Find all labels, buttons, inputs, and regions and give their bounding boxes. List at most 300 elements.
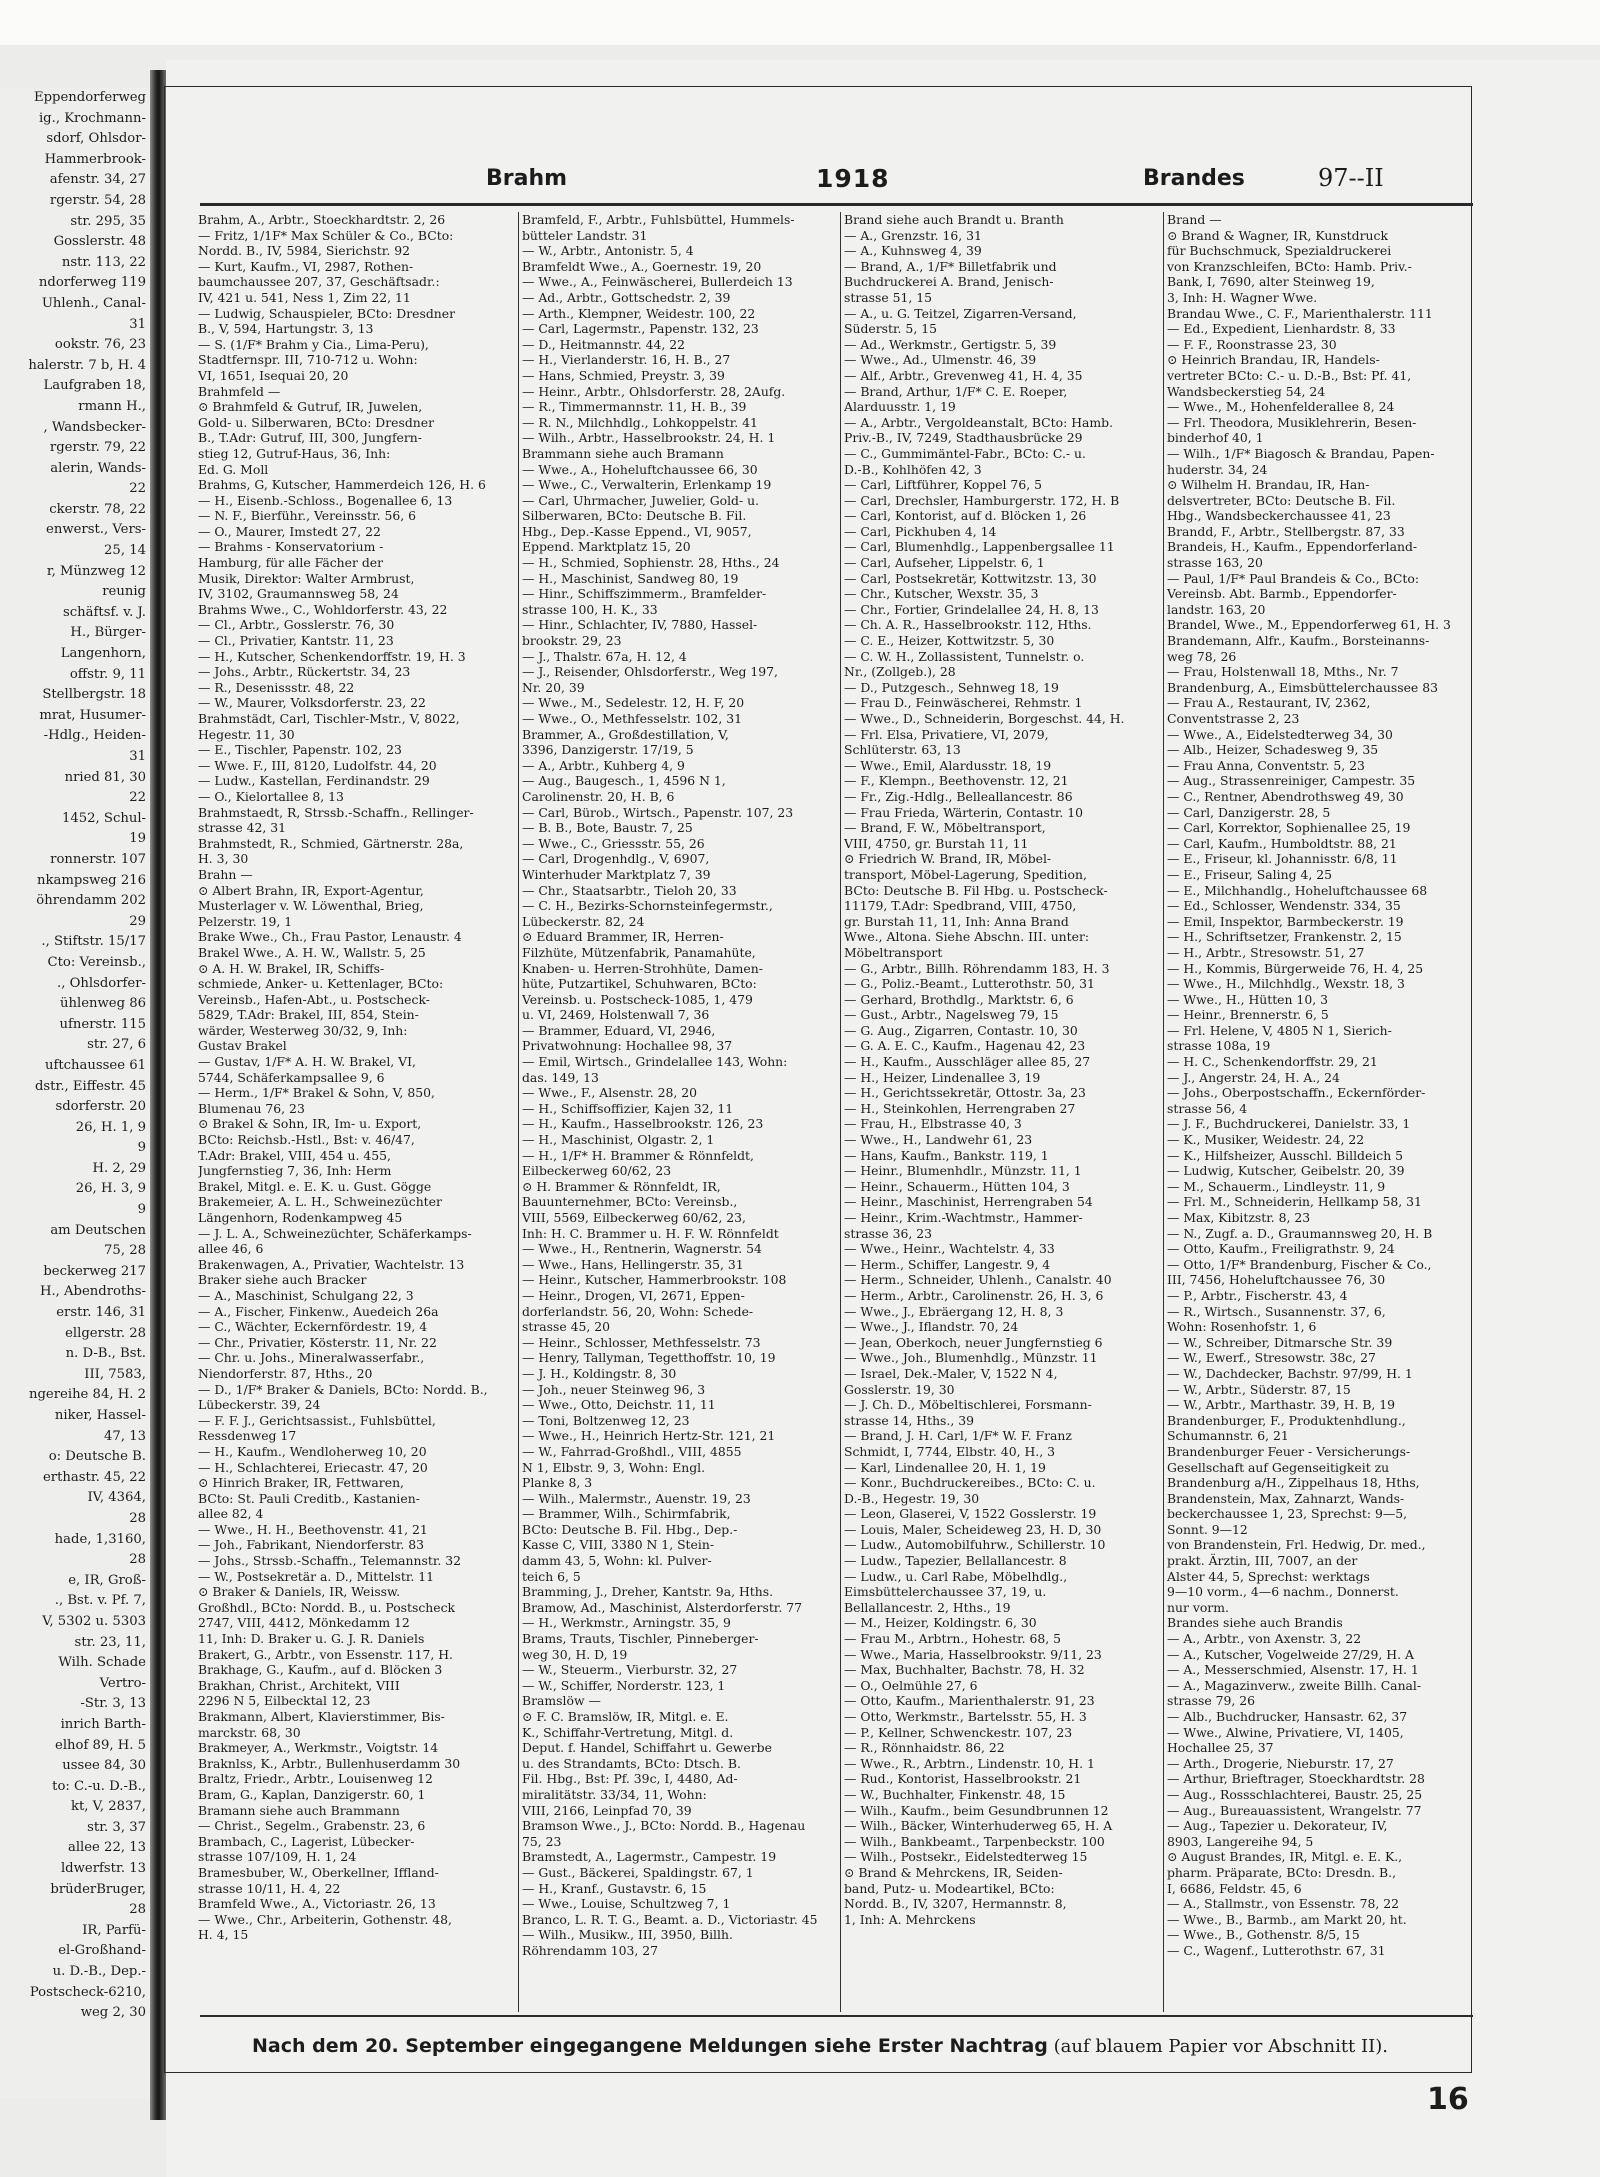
left-page-line: nried 81, 30 bbox=[64, 769, 146, 785]
directory-entry-line: — C. E., Heizer, Kottwitzstr. 5, 30 bbox=[844, 633, 1055, 649]
directory-entry-line: Carolinenstr. 20, H. B, 6 bbox=[522, 788, 675, 804]
left-page-line: sdorferstr. 20 bbox=[55, 1099, 146, 1115]
directory-entry-line: — J., Angerstr. 24, H. A., 24 bbox=[1167, 1069, 1340, 1085]
directory-entry-line: — H., Kaufm., Hasselbrookstr. 126, 23 bbox=[522, 1116, 764, 1132]
left-page-line: Vertro- bbox=[99, 1675, 146, 1691]
directory-entry-line: Lübeckerstr. 39, 24 bbox=[198, 1397, 321, 1413]
directory-entry-line: Musterlager v. W. Löwenthal, Brieg, bbox=[198, 898, 424, 914]
directory-entry-line: — W., Arbtr., Süderstr. 87, 15 bbox=[1167, 1381, 1351, 1397]
directory-entry-line: — W., Maurer, Volksdorferstr. 23, 22 bbox=[198, 695, 426, 711]
directory-entry-line: Brand — bbox=[1167, 212, 1222, 227]
directory-entry-line: — A., Magazinverw., zweite Billh. Canal- bbox=[1167, 1677, 1422, 1693]
directory-entry-line: strasse 100, H. K., 33 bbox=[522, 601, 658, 617]
directory-entry-line: strasse 45, 20 bbox=[522, 1319, 611, 1335]
directory-entry-line: — Hans, Schmied, Preystr. 3, 39 bbox=[522, 367, 725, 383]
directory-entry-line: ⊙ Heinrich Brandau, IR, Handels- bbox=[1167, 352, 1380, 368]
directory-entry-line: — O., Maurer, Imstedt 27, 22 bbox=[198, 523, 381, 539]
directory-entry-line: — Chr., Privatier, Kösterstr. 11, Nr. 22 bbox=[198, 1334, 437, 1350]
directory-entry-line: — Aug., Rossschlachterei, Baustr. 25, 25 bbox=[1167, 1786, 1423, 1802]
directory-entry-line: hüte, Putzartikel, Schuhwaren, BCto: bbox=[522, 976, 757, 992]
directory-entry-line: — H., Kaufm., Ausschläger allee 85, 27 bbox=[844, 1054, 1091, 1070]
directory-entry-line: — W., Dachdecker, Bachstr. 97/99, H. 1 bbox=[1167, 1365, 1413, 1381]
left-page-line: Langenhorn, bbox=[60, 646, 146, 662]
directory-entry-line: — Gerhard, Brothdlg., Marktstr. 6, 6 bbox=[844, 991, 1074, 1007]
left-page-line: 1452, Schul- bbox=[61, 810, 146, 826]
left-page-line: weg 2, 30 bbox=[80, 2005, 146, 2021]
directory-entry-line: Bramson Wwe., J., BCto: Nordd. B., Hagenau bbox=[522, 1818, 806, 1834]
directory-entry-line: — C., Wächter, Eckernfördestr. 19, 4 bbox=[198, 1319, 428, 1335]
directory-entry-line: — Heinr., Krim.-Wachtmstr., Hammer- bbox=[844, 1210, 1083, 1225]
directory-entry-line: — Wwe., H., Heinrich Hertz-Str. 121, 21 bbox=[522, 1428, 776, 1444]
directory-entry-line: — Carl, Bürob., Wirtsch., Papenstr. 107, 23 bbox=[522, 804, 794, 820]
directory-entry-line: — Wwe., B., Barmb., am Markt 20, ht. bbox=[1167, 1911, 1407, 1927]
directory-entry-line: — Brand, J. H. Carl, 1/F* W. F. Franz bbox=[844, 1428, 1072, 1444]
directory-entry-line: — D., 1/F* Braker & Daniels, BCto: Nordd. B., bbox=[198, 1381, 488, 1397]
directory-entry-line: ⊙ August Brandes, IR, Mitgl. e. E. K., bbox=[1167, 1849, 1403, 1865]
directory-entry-line: — C., Rentner, Abendrothsweg 49, 30 bbox=[1167, 788, 1404, 804]
left-page-line: o: Deutsche B. bbox=[48, 1449, 146, 1465]
directory-entry-line: Buchdruckerei A. Brand, Jenisch- bbox=[844, 274, 1054, 290]
left-page-line: ., Bst. v. Pf. 7, bbox=[54, 1593, 146, 1609]
directory-entry-line: strasse 108a, 19 bbox=[1167, 1038, 1271, 1054]
directory-entry-line: — Wwe., Heinr., Wachtelstr. 4, 33 bbox=[844, 1241, 1055, 1257]
directory-entry-line: — H., Maschinist, Olgastr. 2, 1 bbox=[522, 1132, 715, 1148]
directory-entry-line: — W., Schiffer, Norderstr. 123, 1 bbox=[522, 1677, 726, 1693]
directory-entry-line: Bram, G., Kaplan, Danzigerstr. 60, 1 bbox=[198, 1786, 426, 1802]
left-page-line: -Str. 3, 13 bbox=[80, 1696, 146, 1712]
directory-entry-line: — Frau D., Feinwäscherei, Rehmstr. 1 bbox=[844, 695, 1083, 711]
directory-entry-line: 2747, VIII, 4412, Mönkedamm 12 bbox=[198, 1615, 410, 1631]
left-page-line: H., Bürger- bbox=[70, 625, 146, 641]
directory-entry-line: — Louis, Maler, Scheideweg 23, H. D, 30 bbox=[844, 1521, 1102, 1537]
directory-entry-line: — Israel, Dek.-Maler, V, 1522 N 4, bbox=[844, 1365, 1058, 1381]
directory-entry-line: — Joh., neuer Steinweg 96, 3 bbox=[522, 1381, 706, 1397]
directory-entry-line: — A., Messerschmied, Alsenstr. 17, H. 1 bbox=[1167, 1662, 1419, 1678]
directory-entry-line: — R., Rönnhaidstr. 86, 22 bbox=[844, 1740, 1005, 1756]
directory-entry-line: Brammann siehe auch Bramann bbox=[522, 445, 724, 461]
directory-entry-line: — Wwe., F., Alsenstr. 28, 20 bbox=[522, 1085, 698, 1101]
directory-entry-line: — B. B., Bote, Baustr. 7, 25 bbox=[522, 820, 693, 836]
footer-normal-text: (auf blauem Papier vor Abschnitt II). bbox=[1053, 2036, 1388, 2057]
directory-entry-line: — Rud., Kontorist, Hasselbrookstr. 21 bbox=[844, 1771, 1082, 1787]
left-page-line: hade, 1,3160, bbox=[54, 1531, 146, 1547]
directory-entry-line: — R., Timmermannstr. 11, H. B., 39 bbox=[522, 399, 747, 415]
directory-entry-line: binderhof 40, 1 bbox=[1167, 430, 1264, 446]
directory-entry-line: Gesellschaft auf Gegenseitigkeit zu bbox=[1167, 1459, 1390, 1475]
directory-entry-line: — Aug., Strassenreiniger, Campestr. 35 bbox=[1167, 773, 1416, 789]
directory-entry-line: Niendorferstr. 87, Hths., 20 bbox=[198, 1365, 373, 1381]
directory-entry-line: — J. H., Koldingstr. 8, 30 bbox=[522, 1365, 677, 1381]
directory-entry-line: III, 7456, Hoheluftchaussee 76, 30 bbox=[1167, 1272, 1386, 1288]
directory-entry-line: Gosslerstr. 19, 30 bbox=[844, 1381, 955, 1397]
left-page-line: inrich Barth- bbox=[60, 1716, 146, 1732]
directory-entry-line: Filzhüte, Mützenfabrik, Panamahüte, bbox=[522, 944, 756, 960]
directory-entry-line: — Carl, Aufseher, Lippelstr. 6, 1 bbox=[844, 555, 1045, 571]
left-page-line: Uhlenh., Canal- bbox=[41, 295, 146, 311]
directory-entry-line: — Chr., Kutscher, Wexstr. 35, 3 bbox=[844, 586, 1039, 602]
directory-entry-line: — Wilh., Arbtr., Hasselbrookstr. 24, H. 1 bbox=[522, 430, 776, 446]
directory-entry-line: Möbeltransport bbox=[844, 944, 943, 960]
directory-entry-line: — Wwe., Chr., Arbeiterin, Gothenstr. 48, bbox=[198, 1911, 452, 1927]
directory-entry-line: — A., u. G. Teitzel, Zigarren-Versand, bbox=[844, 305, 1077, 321]
directory-entry-line: ⊙ H. Brammer & Rönnfeldt, IR, bbox=[522, 1178, 721, 1194]
directory-entry-line: — Frau, H., Elbstrasse 40, 3 bbox=[844, 1116, 1022, 1132]
directory-entry-line: — N. F., Bierführ., Vereinsstr. 56, 6 bbox=[198, 508, 416, 524]
directory-entry-line: — Ludwig, Kutscher, Geibelstr. 20, 39 bbox=[1167, 1163, 1405, 1179]
left-page-line: rgerstr. 79, 22 bbox=[49, 440, 146, 456]
directory-entry-line: Gold- u. Silberwaren, BCto: Dresdner bbox=[198, 414, 435, 430]
directory-entry-line: — P., Kellner, Schwenckestr. 107, 23 bbox=[844, 1724, 1073, 1740]
directory-entry-line: — G., Poliz.-Beamt., Lutterothstr. 50, 31 bbox=[844, 976, 1095, 992]
directory-entry-line: delsvertreter, BCto: Deutsche B. Fil. bbox=[1167, 492, 1396, 508]
left-page-line: 25, 14 bbox=[104, 543, 146, 559]
directory-entry-line: Ed. G. Moll bbox=[198, 461, 269, 477]
directory-entry-line: — R., Desenissstr. 48, 22 bbox=[198, 679, 355, 695]
directory-entry-line: 5744, Schäferkampsallee 9, 6 bbox=[198, 1069, 385, 1085]
directory-entry-line: — Carl, Drechsler, Hamburgerstr. 172, H. B bbox=[844, 492, 1120, 508]
directory-entry-line: — H., Gerichtssekretär, Ottostr. 3a, 23 bbox=[844, 1085, 1086, 1101]
directory-entry-line: Knaben- u. Herren-Strohhüte, Damen- bbox=[522, 960, 763, 976]
directory-entry-line: — Ed., Expedient, Lienhardstr. 8, 33 bbox=[1167, 321, 1396, 337]
left-page-line: nstr. 113, 22 bbox=[61, 254, 146, 270]
left-page-line: r, Münzweg 12 bbox=[46, 563, 146, 579]
directory-entry-line: Nr. 20, 39 bbox=[522, 679, 585, 695]
left-page-line: ühlenweg 86 bbox=[59, 996, 146, 1012]
directory-entry-line: Eimsbüttelerchaussee 37, 19, u. bbox=[844, 1584, 1047, 1600]
directory-entry-line: 5829, T.Adr: Brakel, III, 854, Stein- bbox=[198, 1007, 419, 1023]
directory-entry-line: — C., Gummimäntel-Fabr., BCto: C.- u. bbox=[844, 445, 1086, 461]
directory-entry-line: — Brammer, Eduard, VI, 2946, bbox=[522, 1022, 716, 1038]
directory-entry-line: — Otto, Kaufm., Freiligrathstr. 9, 24 bbox=[1167, 1241, 1395, 1257]
directory-entry-line: BCto: St. Pauli Creditb., Kastanien- bbox=[198, 1490, 420, 1506]
directory-entry-line: Alarduusstr. 1, 19 bbox=[844, 399, 956, 415]
directory-entry-line: BCto: Deutsche B. Fil Hbg. u. Postscheck- bbox=[844, 882, 1108, 898]
directory-entry-line: — O., Oelmühle 27, 6 bbox=[844, 1677, 978, 1693]
directory-entry-line: weg 78, 26 bbox=[1167, 648, 1237, 664]
directory-entry-line: bütteler Landstr. 31 bbox=[522, 227, 648, 243]
directory-entry-line: vertreter BCto: C.- u. D.-B., Bst: Pf. 41, bbox=[1167, 367, 1412, 383]
directory-entry-line: — W., Schreiber, Ditmarsche Str. 39 bbox=[1167, 1334, 1393, 1350]
left-page-line: -Hdlg., Heiden- bbox=[43, 728, 146, 744]
directory-entry-line: — Ludw., u. Carl Rabe, Möbelhdlg., bbox=[844, 1568, 1068, 1584]
directory-entry-line: Brand siehe auch Brandt u. Branth bbox=[844, 212, 1064, 227]
directory-entry-line: Vereinsb. Abt. Barmb., Eppendorfer- bbox=[1167, 586, 1397, 602]
directory-entry-line: — K., Musiker, Weidestr. 24, 22 bbox=[1167, 1132, 1365, 1148]
directory-entry-line: — N., Zugf. a. D., Graumannsweg 20, H. B bbox=[1167, 1225, 1433, 1241]
directory-entry-line: Brakhan, Christ., Architekt, VIII bbox=[198, 1677, 400, 1693]
directory-entry-line: — J. L. A., Schweinezüchter, Schäferkamps- bbox=[198, 1225, 472, 1241]
directory-entry-line: — Gustav, 1/F* A. H. W. Brakel, VI, bbox=[198, 1054, 416, 1070]
directory-entry-line: — Heinr., Kutscher, Hammerbrookstr. 108 bbox=[522, 1272, 787, 1288]
directory-entry-line: B., V, 594, Hartungstr. 3, 13 bbox=[198, 321, 374, 337]
directory-entry-line: — Konr., Buchdruckereibes., BCto: C. u. bbox=[844, 1475, 1096, 1491]
directory-entry-line: allee 46, 6 bbox=[198, 1241, 264, 1257]
directory-entry-line: — Heinr., Brennerstr. 6, 5 bbox=[1167, 1007, 1329, 1023]
directory-entry-line: — Carl, Danzigerstr. 28, 5 bbox=[1167, 804, 1331, 820]
directory-entry-line: ⊙ Albert Brahn, IR, Export-Agentur, bbox=[198, 882, 424, 898]
directory-entry-line: — Wwe., Emil, Alardusstr. 18, 19 bbox=[844, 757, 1052, 773]
directory-entry-line: Branco, L. R. T. G., Beamt. a. D., Victoriastr. 45 bbox=[522, 1911, 818, 1927]
header-right-word: Brandes bbox=[1143, 166, 1245, 191]
directory-entry-line: — Wwe., M., Sedelestr. 12, H. F, 20 bbox=[522, 695, 745, 711]
directory-entry-line: — Frl. M., Schneiderin, Hellkamp 58, 31 bbox=[1167, 1194, 1422, 1210]
directory-entry-line: Brake Wwe., Ch., Frau Pastor, Lenaustr. 4 bbox=[198, 929, 462, 945]
directory-entry-line: Süderstr. 5, 15 bbox=[844, 321, 937, 337]
directory-entry-line: H. 4, 15 bbox=[198, 1927, 249, 1943]
directory-entry-line: — Ludw., Tapezier, Bellallancestr. 8 bbox=[844, 1553, 1067, 1569]
directory-entry-line: Bramslöw — bbox=[522, 1693, 601, 1709]
directory-entry-line: Brahm, A., Arbtr., Stoeckhardtstr. 2, 26 bbox=[198, 212, 446, 227]
directory-entry-line: — P., Arbtr., Fischerstr. 43, 4 bbox=[1167, 1287, 1348, 1303]
directory-entry-line: — J., Reisender, Ohlsdorferstr., Weg 197, bbox=[522, 664, 778, 680]
directory-entry-line: — Jean, Oberkoch, neuer Jungfernstieg 6 bbox=[844, 1334, 1103, 1350]
directory-entry-line: — Carl, Blumenhdlg., Lappenbergsallee 11 bbox=[844, 539, 1115, 555]
directory-entry-line: Bramming, J., Dreher, Kantstr. 9a, Hths. bbox=[522, 1584, 774, 1600]
directory-entry-line: schmiede, Anker- u. Kettenlager, BCto: bbox=[198, 976, 444, 992]
directory-entry-line: 9—10 vorm., 4—6 nachm., Donnerst. bbox=[1167, 1584, 1399, 1600]
directory-entry-line: VIII, 2166, Leinpfad 70, 39 bbox=[522, 1802, 692, 1818]
directory-entry-line: Braker siehe auch Bracker bbox=[198, 1272, 367, 1288]
directory-entry-line: — H., Schriftsetzer, Frankenstr. 2, 15 bbox=[1167, 929, 1402, 945]
directory-entry-line: — Otto, Werkmstr., Bartelsstr. 55, H. 3 bbox=[844, 1709, 1087, 1724]
directory-entry-line: — Heinr., Blumenhdlr., Münzstr. 11, 1 bbox=[844, 1163, 1082, 1179]
left-page-line: ellgerstr. 28 bbox=[65, 1325, 146, 1341]
header-left-word: Brahm bbox=[486, 166, 568, 191]
directory-entry-line: 75, 23 bbox=[522, 1833, 562, 1849]
directory-entry-line: — Cl., Arbtr., Gosslerstr. 76, 30 bbox=[198, 617, 395, 633]
directory-entry-line: Brahmfeld — bbox=[198, 383, 281, 399]
left-page-line: 22 bbox=[129, 481, 146, 497]
directory-entry-line: — Wwe., Otto, Deichstr. 11, 11 bbox=[522, 1397, 716, 1413]
directory-entry-line: strasse 51, 15 bbox=[844, 289, 933, 305]
directory-entry-line: — A., Kutscher, Vogelweide 27/29, H. A bbox=[1167, 1646, 1414, 1662]
left-page-line: halerstr. 7 b, H. 4 bbox=[28, 357, 146, 373]
left-page-line: str. 23, 11, bbox=[74, 1634, 146, 1650]
directory-entry-line: — Alf., Arbtr., Grevenweg 41, H. 4, 35 bbox=[844, 367, 1083, 383]
directory-entry-line: — Wilh., Bäcker, Winterhuderweg 65, H. A bbox=[844, 1818, 1113, 1834]
directory-entry-line: Hbg., Wandsbeckerchaussee 41, 23 bbox=[1167, 508, 1391, 524]
directory-entry-line: — H., Heizer, Lindenallee 3, 19 bbox=[844, 1069, 1041, 1085]
directory-entry-line: — Karl, Lindenallee 20, H. 1, 19 bbox=[844, 1459, 1046, 1475]
left-page-line: ., Stiftstr. 15/17 bbox=[41, 934, 146, 950]
directory-entry-line: — Wilh., Kaufm., beim Gesundbrunnen 12 bbox=[844, 1802, 1109, 1818]
directory-entry-line: wärder, Westerweg 30/32, 9, Inh: bbox=[198, 1022, 408, 1038]
directory-entry-line: — D., Heitmannstr. 44, 22 bbox=[522, 336, 686, 352]
directory-entry-line: u. VI, 2469, Holstenwall 7, 36 bbox=[522, 1007, 710, 1023]
left-page-line: elhof 89, H. 5 bbox=[55, 1737, 146, 1753]
directory-entry-line: teich 6, 5 bbox=[522, 1568, 581, 1584]
directory-entry-line: Alster 44, 5, Sprechst: werktags bbox=[1167, 1568, 1370, 1584]
left-page-line: ussee 84, 30 bbox=[62, 1758, 146, 1774]
directory-entry-line: — W., Postsekretär a. D., Mittelstr. 11 bbox=[198, 1568, 435, 1584]
directory-entry-line: — C. H., Bezirks-Schornsteinfegermstr., bbox=[522, 898, 773, 914]
left-page-line: 9 bbox=[137, 1140, 146, 1156]
directory-entry-line: Hbg., Dep.-Kasse Eppend., VI, 9057, bbox=[522, 523, 752, 539]
directory-entry-line: Nr., (Zollgeb.), 28 bbox=[844, 664, 956, 680]
directory-entry-line: — H., Schiffsoffizier, Kajen 32, 11 bbox=[522, 1100, 734, 1116]
directory-entry-line: — Wilh., Musikw., III, 3950, Billh. bbox=[522, 1927, 733, 1943]
directory-entry-line: Brandenburger Feuer - Versicherungs- bbox=[1167, 1443, 1411, 1459]
directory-entry-line: Braltz, Friedr., Arbtr., Louisenweg 12 bbox=[198, 1771, 433, 1787]
directory-entry-line: ⊙ Eduard Brammer, IR, Herren- bbox=[522, 929, 724, 945]
directory-entry-line: — E., Friseur, Saling 4, 25 bbox=[1167, 866, 1332, 882]
directory-entry-line: — H., Kranf., Gustavstr. 6, 15 bbox=[522, 1880, 707, 1896]
left-page-line: 28 bbox=[129, 1552, 146, 1568]
directory-entry-line: — Wwe., Ad., Ulmenstr. 46, 39 bbox=[844, 352, 1037, 368]
directory-entry-line: strasse 42, 31 bbox=[198, 820, 287, 836]
left-page-line: 19 bbox=[129, 831, 146, 847]
directory-entry-line: — Leon, Glaserei, V, 1522 Gosslerstr. 19 bbox=[844, 1506, 1097, 1522]
directory-entry-line: — W., Ewerf., Stresowstr. 38c, 27 bbox=[1167, 1350, 1376, 1366]
directory-entry-line: — C., Wagenf., Lutterothstr. 67, 31 bbox=[1167, 1942, 1386, 1958]
left-page-line: H. 2, 29 bbox=[92, 1160, 146, 1176]
directory-entry-line: Brakert, G., Arbtr., von Essenstr. 117, H. bbox=[198, 1646, 453, 1662]
left-page-fragment bbox=[0, 88, 150, 2098]
directory-entry-line: ⊙ F. C. Bramslöw, IR, Mitgl. e. E. bbox=[522, 1709, 729, 1724]
left-page-line: 75, 28 bbox=[104, 1243, 146, 1259]
directory-entry-line: — M., Heizer, Koldingstr. 6, 30 bbox=[844, 1615, 1037, 1631]
header-rule bbox=[200, 203, 1473, 206]
left-page-line: alerin, Wands- bbox=[50, 460, 146, 476]
directory-entry-line: — Brand, Arthur, 1/F* C. E. Roeper, bbox=[844, 383, 1068, 399]
left-page-line: kt, V, 2837, bbox=[70, 1799, 146, 1815]
directory-entry-line: — Chr., Staatsarbtr., Tieloh 20, 33 bbox=[522, 882, 737, 898]
left-page-line: Cto: Vereinsb., bbox=[47, 954, 146, 970]
directory-entry-line: H. 3, 30 bbox=[198, 851, 249, 867]
directory-entry-line: T.Adr: Brakel, VIII, 454 u. 455, bbox=[198, 1147, 391, 1163]
left-page-line: enwerst., Vers- bbox=[46, 522, 146, 538]
directory-entry-line: — Arth., Drogerie, Nieburstr. 17, 27 bbox=[1167, 1755, 1394, 1771]
directory-entry-line: ⊙ Brand & Mehrckens, IR, Seiden- bbox=[844, 1864, 1063, 1880]
directory-entry-line: weg 30, H. D, 19 bbox=[522, 1646, 628, 1662]
directory-entry-line: Brakmeyer, A., Werkmstr., Voigtstr. 14 bbox=[198, 1740, 439, 1756]
directory-entry-line: — A., Kuhnsweg 4, 39 bbox=[844, 243, 982, 259]
left-page-line: schäftsf. v. J. bbox=[63, 604, 146, 620]
left-page-line: Postscheck-6210, bbox=[29, 1984, 146, 2000]
left-page-line: brüderBruger, bbox=[50, 1881, 146, 1897]
directory-entry-line: — H. C., Schenkendorffstr. 29, 21 bbox=[1167, 1054, 1378, 1070]
left-page-line: 22 bbox=[129, 790, 146, 806]
directory-entry-line: Planke 8, 3 bbox=[522, 1475, 593, 1491]
left-page-line: ngereihe 84, H. 2 bbox=[29, 1387, 146, 1403]
left-page-line: 9 bbox=[137, 1202, 146, 1218]
directory-entry-line: — Wwe., Louise, Schultzweg 7, 1 bbox=[522, 1896, 731, 1912]
directory-entry-line: — H., Schmied, Sophienstr. 28, Hths., 24 bbox=[522, 555, 780, 571]
directory-entry-line: — Chr. u. Johs., Mineralwasserfabr., bbox=[198, 1350, 425, 1366]
left-page-line: u. D.-B., Dep.- bbox=[52, 1964, 146, 1980]
directory-entry-line: Brandes siehe auch Brandis bbox=[1167, 1615, 1343, 1631]
directory-entry-line: ⊙ Brakel & Sohn, IR, Im- u. Export, bbox=[198, 1116, 422, 1132]
directory-entry-line: — Arthur, Brieftrager, Stoeckhardtstr. 28 bbox=[1167, 1771, 1425, 1787]
directory-entry-line: huderstr. 34, 24 bbox=[1167, 461, 1268, 477]
directory-entry-line: Bauunternehmer, BCto: Vereinsb., bbox=[522, 1194, 738, 1210]
directory-entry-line: — Joh., Fabrikant, Niendorferstr. 83 bbox=[198, 1537, 425, 1553]
directory-entry-line: dorferlandstr. 56, 20, Wohn: Schede- bbox=[522, 1303, 754, 1319]
left-page-line: niker, Hassel- bbox=[54, 1408, 146, 1423]
directory-entry-line: Hamburg, für alle Fächer der bbox=[198, 555, 384, 571]
directory-entry-line: — J., Thalstr. 67a, H. 12, 4 bbox=[522, 648, 687, 664]
left-page-line: n. D-B., Bst. bbox=[65, 1346, 146, 1362]
directory-entry-line: Winterhuder Marktplatz 7, 39 bbox=[522, 866, 711, 882]
column-3 bbox=[844, 212, 1159, 2012]
left-page-line: offstr. 9, 11 bbox=[69, 666, 146, 682]
directory-entry-line: — Alb., Heizer, Schadesweg 9, 35 bbox=[1167, 742, 1379, 758]
directory-entry-line: 1, Inh: A. Mehrckens bbox=[844, 1911, 976, 1927]
left-page-line: öhrendamm 202 bbox=[36, 893, 146, 909]
directory-entry-line: Brakhage, G., Kaufm., auf d. Blöcken 3 bbox=[198, 1662, 443, 1678]
directory-entry-line: baumchaussee 207, 37, Geschäftsadr.: bbox=[198, 274, 440, 290]
directory-entry-line: Brammer, A., Großdestillation, V, bbox=[522, 726, 729, 742]
directory-entry-line: — Frau Anna, Conventstr. 5, 23 bbox=[1167, 757, 1365, 773]
directory-entry-line: — Gust., Bäckerei, Spaldingstr. 67, 1 bbox=[522, 1864, 754, 1880]
left-page-line: allee 22, 13 bbox=[67, 1840, 146, 1856]
left-page-line: erthastr. 45, 22 bbox=[42, 1469, 146, 1485]
directory-entry-line: — Wwe., D., Schneiderin, Borgeschst. 44, H. bbox=[844, 711, 1125, 726]
directory-entry-line: — Carl, Kaufm., Humboldtstr. 88, 21 bbox=[1167, 835, 1397, 851]
directory-entry-line: Bramow, Ad., Maschinist, Alsterdorferstr. 77 bbox=[522, 1599, 803, 1615]
directory-entry-line: Wandsbeckerstieg 54, 24 bbox=[1167, 383, 1326, 399]
directory-entry-line: — R., Wirtsch., Susannenstr. 37, 6, bbox=[1167, 1303, 1386, 1319]
directory-entry-line: gr. Burstah 11, 11, Inh: Anna Brand bbox=[844, 913, 1069, 929]
directory-entry-line: nur vorm. bbox=[1167, 1599, 1229, 1615]
directory-entry-line: — Johs., Strssb.-Schaffn., Telemannstr. 32 bbox=[198, 1553, 462, 1569]
directory-entry-line: stieg 12, Gutruf-Haus, 36, Inh: bbox=[198, 445, 391, 461]
left-page-line: str. 295, 35 bbox=[70, 213, 146, 229]
directory-entry-line: — Wwe., A., Eidelstedterweg 34, 30 bbox=[1167, 726, 1393, 742]
directory-entry-line: 3, Inh: H. Wagner Wwe. bbox=[1167, 289, 1318, 305]
directory-entry-line: — Ad., Werkmstr., Gertigstr. 5, 39 bbox=[844, 336, 1057, 352]
directory-entry-line: — Carl, Pickhuben 4, 14 bbox=[844, 523, 997, 539]
directory-entry-line: — Hans, Kaufm., Bankstr. 119, 1 bbox=[844, 1147, 1049, 1163]
directory-entry-line: — Wwe., H., Hütten 10, 3 bbox=[1167, 991, 1328, 1007]
directory-entry-line: — Ad., Arbtr., Gottschedstr. 2, 39 bbox=[522, 289, 731, 305]
directory-entry-line: ⊙ Hinrich Braker, IR, Fettwaren, bbox=[198, 1475, 404, 1491]
directory-entry-line: Hochallee 25, 37 bbox=[1167, 1740, 1274, 1756]
directory-entry-line: N 1, Elbstr. 9, 3, Wohn: Engl. bbox=[522, 1459, 706, 1475]
directory-entry-line: Eppend. Marktplatz 15, 20 bbox=[522, 539, 691, 555]
directory-entry-line: strasse 14, Hths., 39 bbox=[844, 1412, 974, 1428]
directory-entry-line: ⊙ Brahmfeld & Gutruf, IR, Juwelen, bbox=[198, 399, 423, 415]
page-number: 16 bbox=[1427, 2082, 1469, 2117]
column-divider bbox=[518, 212, 519, 2012]
header-year: 1918 bbox=[816, 164, 890, 193]
directory-entry-line: — Ludw., Kastellan, Ferdinandstr. 29 bbox=[198, 773, 430, 789]
left-page-line: afenstr. 34, 27 bbox=[49, 172, 146, 188]
directory-entry-line: ⊙ Friedrich W. Brand, IR, Möbel- bbox=[844, 851, 1052, 867]
left-page-line: ronnerstr. 107 bbox=[50, 851, 146, 867]
directory-entry-line: D.-B., Kohlhöfen 42, 3 bbox=[844, 461, 982, 477]
left-page-line: , Wandsbecker- bbox=[43, 419, 146, 435]
directory-entry-line: strasse 10/11, H. 4, 22 bbox=[198, 1880, 341, 1896]
directory-entry-line: — G., Arbtr., Billh. Röhrendamm 183, H. 3 bbox=[844, 960, 1110, 976]
left-page-line: Hammerbrook- bbox=[44, 151, 146, 167]
directory-entry-line: — H., 1/F* H. Brammer & Rönnfeldt, bbox=[522, 1147, 754, 1163]
directory-entry-line: — Wwe., H. H., Beethovenstr. 41, 21 bbox=[198, 1521, 428, 1537]
directory-entry-line: Brandd, F., Arbtr., Stellbergstr. 87, 33 bbox=[1167, 523, 1405, 539]
directory-entry-line: — Herm., 1/F* Brakel & Sohn, V, 850, bbox=[198, 1085, 435, 1101]
directory-entry-line: Lübeckerstr. 82, 24 bbox=[522, 913, 645, 929]
directory-entry-line: — H., Maschinist, Sandweg 80, 19 bbox=[522, 570, 739, 586]
directory-entry-line: Inh: H. C. Brammer u. H. F. W. Rönnfeldt bbox=[522, 1225, 779, 1241]
directory-entry-line: für Buchschmuck, Spezialdruckerei bbox=[1167, 243, 1392, 259]
directory-entry-line: — Otto, Kaufm., Marienthalerstr. 91, 23 bbox=[844, 1693, 1095, 1709]
directory-entry-line: Brandenburg a/H., Zippelhaus 18, Hths, bbox=[1167, 1475, 1420, 1491]
directory-entry-line: — Herm., Arbtr., Carolinenstr. 26, H. 3, 6 bbox=[844, 1287, 1104, 1303]
left-page-line: reunig bbox=[102, 584, 146, 600]
directory-entry-line: Wwe., Altona. Siehe Abschn. III. unter: bbox=[844, 929, 1090, 945]
left-page-line: V, 5302 u. 5303 bbox=[42, 1613, 146, 1629]
directory-entry-line: das. 149, 13 bbox=[522, 1069, 599, 1085]
